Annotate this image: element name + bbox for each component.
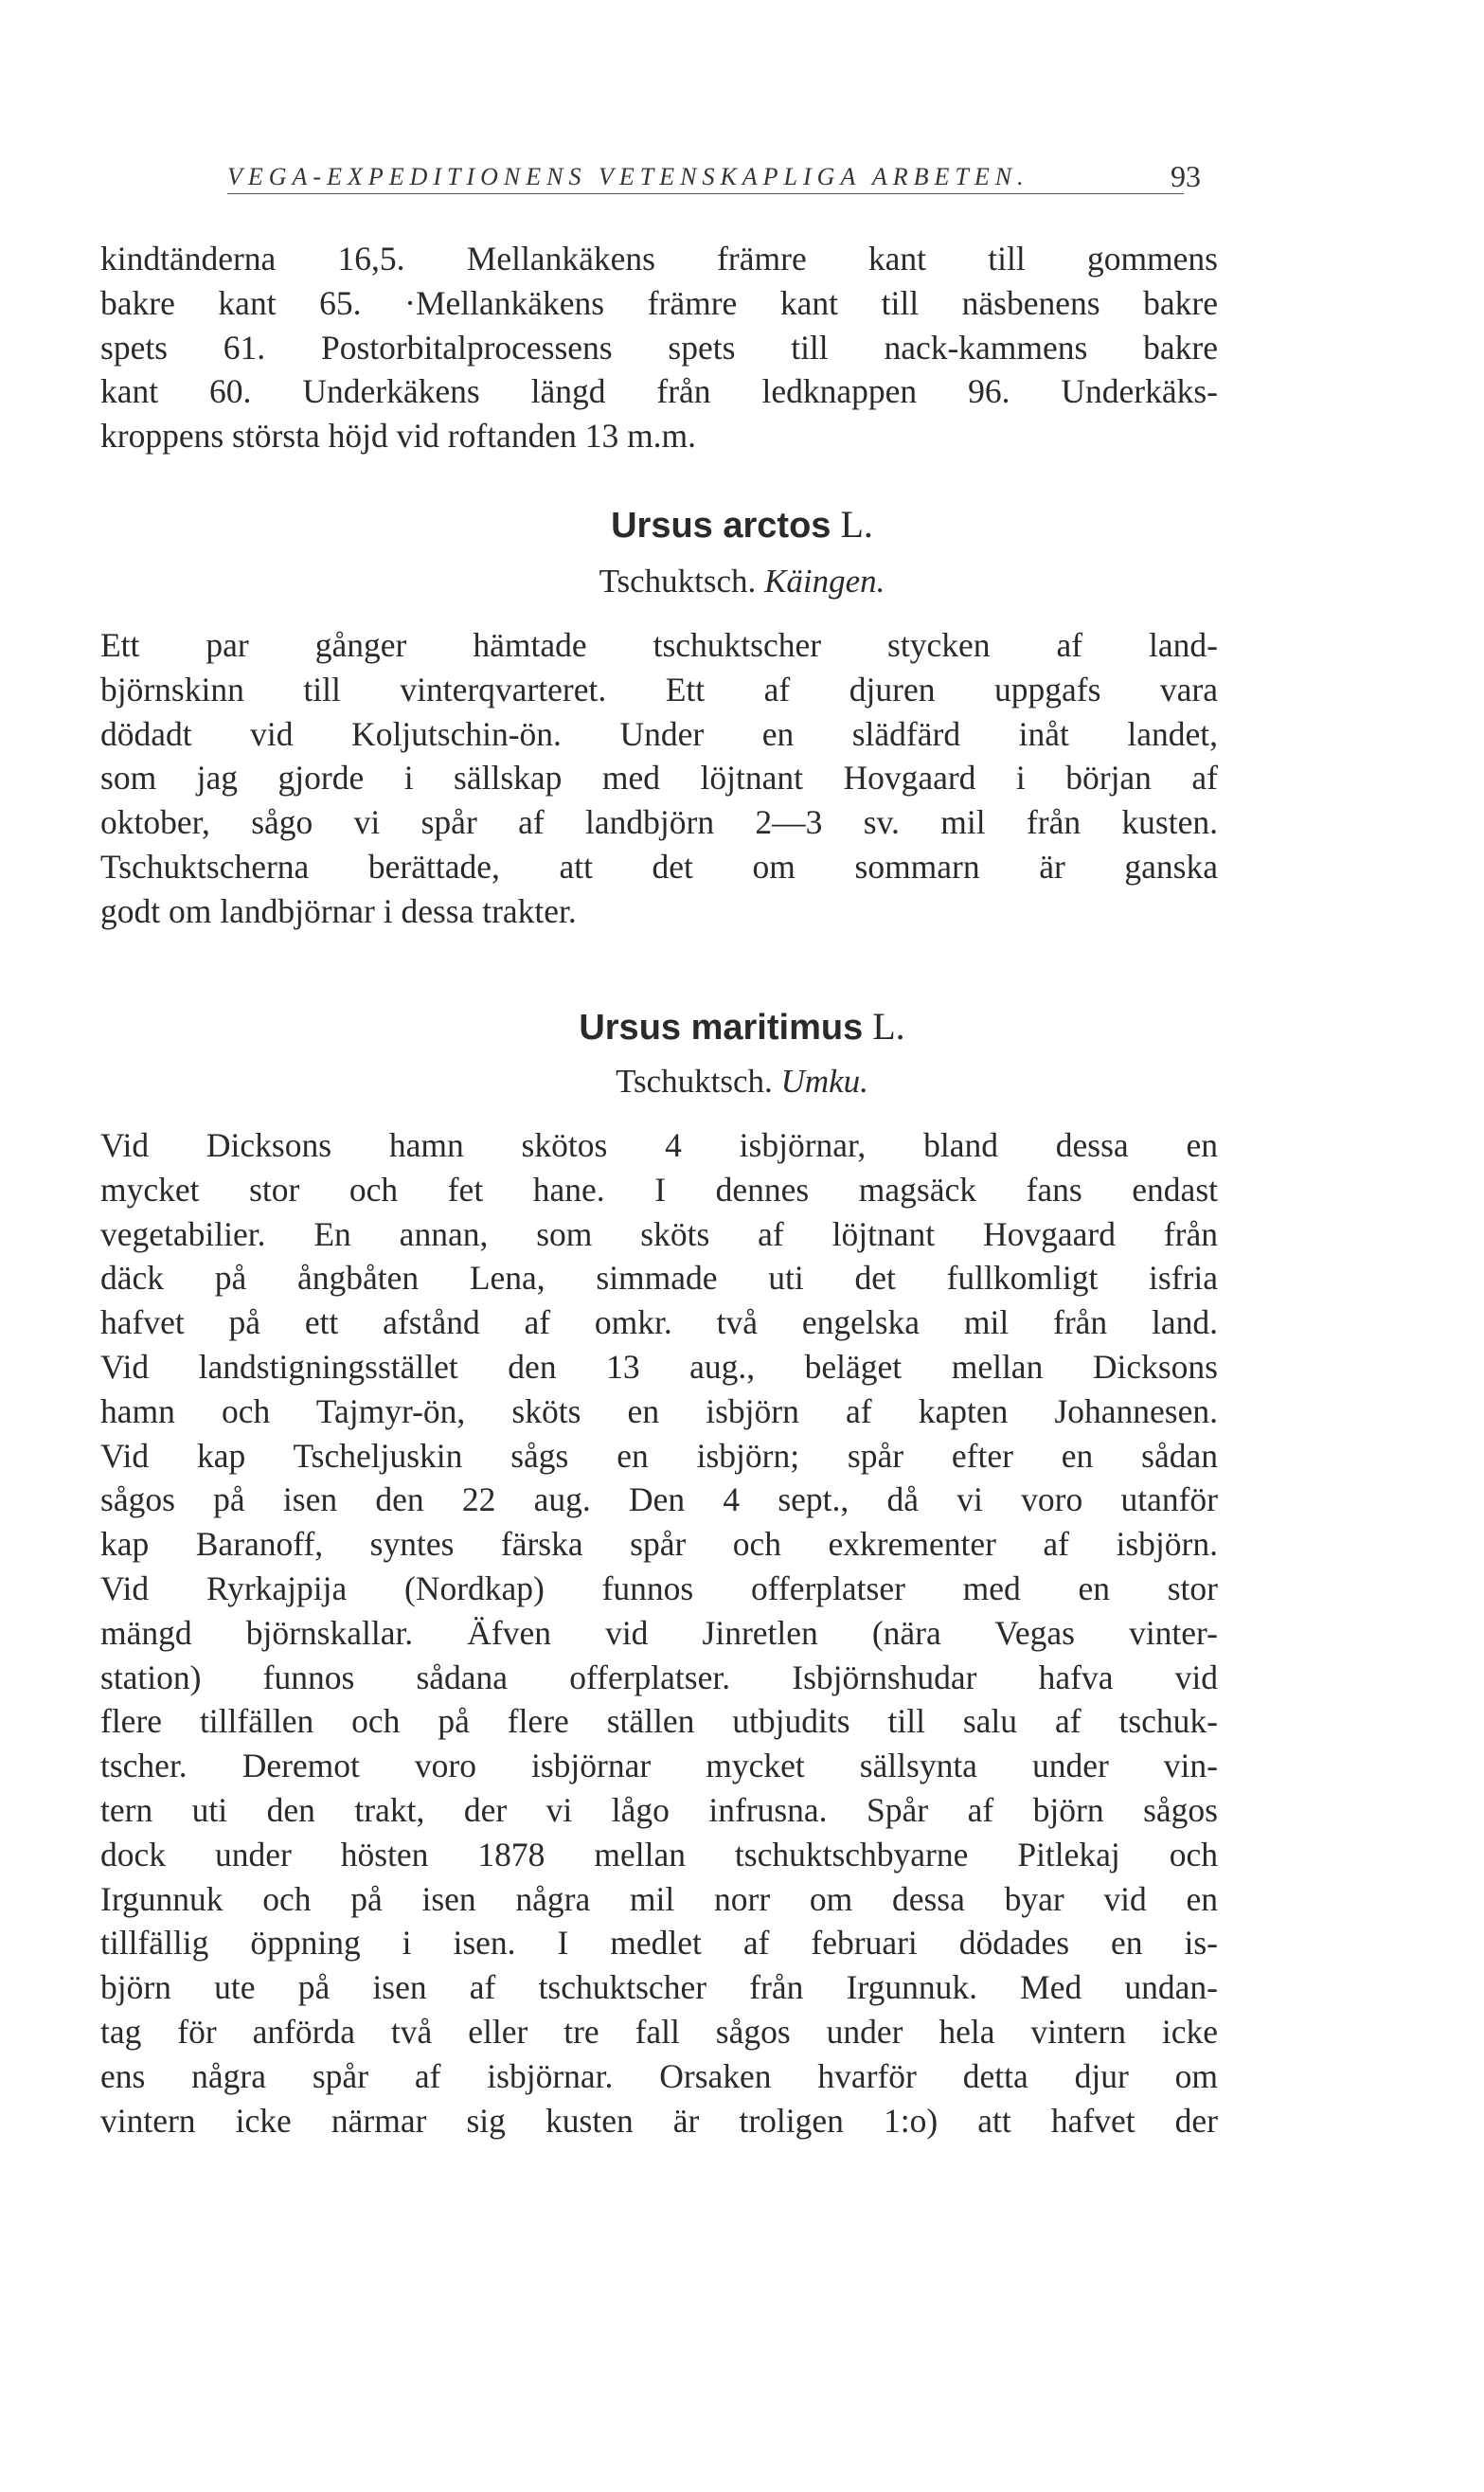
text-line: björn ute på isen af tschuktscher från Irgunnuk. Med undan- [100,1968,1218,2007]
local-name-prefix: Tschuktsch. [616,1063,773,1100]
text-line: kindtänderna 16,5. Mellankäkens främre kant till gommens [100,240,1218,278]
local-name-ursus-maritimus [0,1063,1484,1101]
text-line: tern uti den trakt, der vi lågo infrusna. Spår af björn sågos [100,1790,1218,1829]
intro-paragraph [100,237,1218,458]
local-name-ursus-arctos [0,563,1484,601]
page-number: 93 [1171,159,1201,193]
text-line: Vid Ryrkajpija (Nordkap) funnos offerplatser med en stor [100,1569,1218,1607]
text-line: spets 61. Postorbitalprocessens spets till nack-kammens bakre [100,328,1218,367]
text-line: Vid kap Tscheljuskin sågs en isbjörn; spår efter en sådan [100,1436,1218,1475]
local-name: Umku. [780,1063,868,1100]
text-line: Vid landstigningsstället den 13 aug., beläget mellan Dicksons [100,1347,1218,1386]
text-line: godt om landbjörnar i dessa trakter. [100,891,577,930]
local-name-prefix: Tschuktsch. [599,563,757,600]
text-line: vintern icke närmar sig kusten är troligen 1:o) att hafvet der [100,2101,1218,2140]
text-line: däck på ångbåten Lena, simmade uti det fullkomligt isfria [100,1259,1218,1298]
species-name: Ursus arctos [611,506,831,546]
text-line: Vid Dicksons hamn skötos 4 isbjörnar, bland dessa en [100,1126,1218,1164]
text-line: kant 60. Underkäkens längd från ledknappen 96. Underkäks- [100,372,1218,411]
ursus-arctos-paragraph [100,623,1218,934]
text-line: tscher. Deremot voro isbjörnar mycket sällsynta under vin- [100,1747,1218,1785]
local-name: Käingen. [764,563,885,600]
text-line: dock under hösten 1878 mellan tschuktschbyarne Pitlekaj och [100,1835,1218,1873]
running-header [227,159,1201,201]
species-name: Ursus maritimus [579,1008,864,1048]
text-line: hafvet på ett afstånd af omkr. två engelska mil från land. [100,1303,1218,1342]
text-line: kroppens största höjd vid roftanden 13 m.m. [100,417,697,456]
text-line: kap Baranoff, syntes färska spår och exkrementer af isbjörn. [100,1525,1218,1564]
text-line: oktober, sågo vi spår af landbjörn 2—3 sv. mil från kusten. [100,803,1218,842]
text-line: Irgunnuk och på isen några mil norr om dessa byar vid en [100,1879,1218,1918]
text-line: vegetabilier. En annan, som sköts af löjtnant Hovgaard från [100,1214,1218,1253]
section-heading-ursus-maritimus [0,1004,1484,1049]
text-line: tag för anförda två eller tre fall sågos under hela vintern icke [100,2012,1218,2051]
ursus-maritimus-paragraph [100,1123,1218,2142]
section-heading-ursus-arctos [0,502,1484,547]
text-line: björnskinn till vinterqvarteret. Ett af djuren uppgafs vara [100,670,1218,708]
text-line: bakre kant 65. ·Mellankäkens främre kant till näsbenens bakre [100,283,1218,322]
text-line: tillfällig öppning i isen. I medlet af februari dödades en is- [100,1924,1218,1963]
text-line: ens några spår af isbjörnar. Orsaken hvarför detta djur om [100,2056,1218,2095]
text-line: dödadt vid Koljutschin-ön. Under en slädfärd inåt landet, [100,714,1218,753]
header-rule [227,193,1184,194]
text-line: sågos på isen den 22 aug. Den 4 sept., då vi voro utanför [100,1480,1218,1519]
text-line: mycket stor och fet hane. I dennes magsäck fans endast [100,1170,1218,1209]
text-line: flere tillfällen och på flere ställen utbjudits till salu af tschuk- [100,1702,1218,1741]
text-line: som jag gjorde i sällskap med löjtnant Hovgaard i början af [100,759,1218,798]
text-line: Ett par gånger hämtade tschuktscher stycken af land- [100,626,1218,664]
species-author: L. [872,1005,905,1048]
text-line: station) funnos sådana offerplatser. Isbjörnshudar hafva vid [100,1658,1218,1696]
running-title: VEGA-EXPEDITIONENS VETENSKAPLIGA ARBETEN. [227,163,1029,190]
text-line: hamn och Tajmyr-ön, sköts en isbjörn af kapten Johannesen. [100,1391,1218,1430]
species-author: L. [840,503,873,546]
text-line: Tschuktscherna berättade, att det om sommarn är ganska [100,847,1218,886]
text-line: mängd björnskallar. Äfven vid Jinretlen (nära Vegas vinter- [100,1613,1218,1652]
